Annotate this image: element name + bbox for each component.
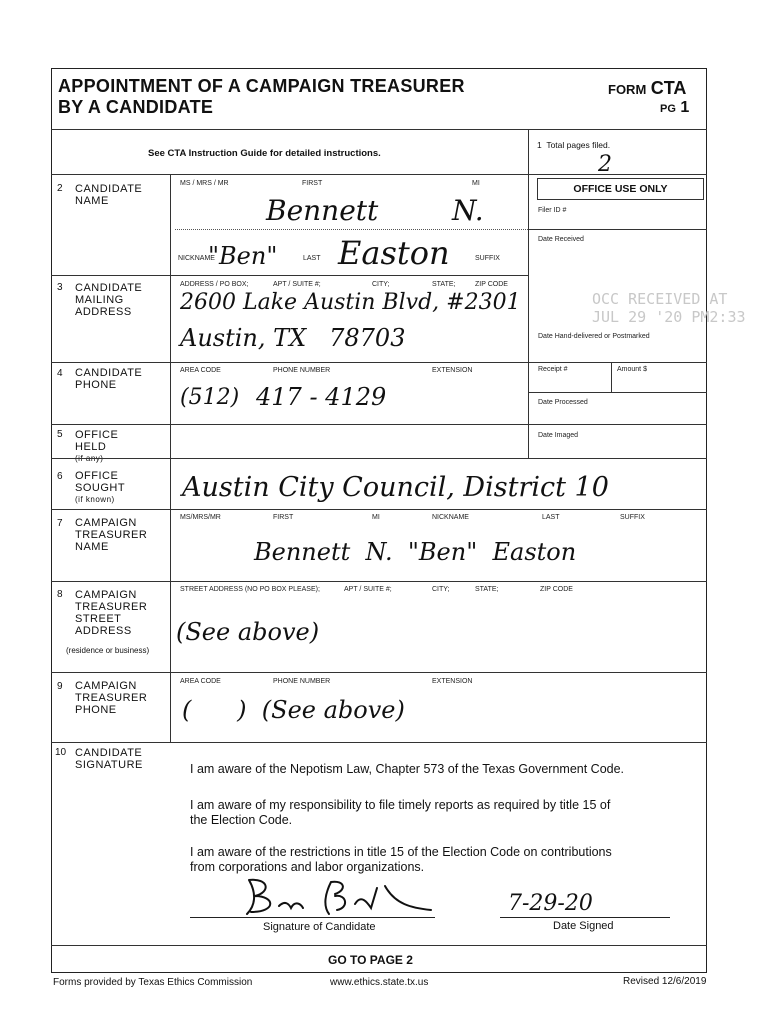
section-number: 4 bbox=[57, 368, 63, 379]
field-label: Date Received bbox=[538, 236, 584, 243]
field-label: MS / MRS / MR bbox=[180, 180, 229, 187]
divider bbox=[51, 742, 707, 743]
section-8-note: (residence or business) bbox=[66, 646, 150, 655]
section-number: 3 bbox=[57, 282, 63, 293]
received-stamp: OCC RECEIVED AT JUL 29 '20 PM2:33 bbox=[592, 290, 746, 326]
treasurer-name-value: Bennett N. "Ben" Easton bbox=[254, 538, 577, 566]
field-label: Amount $ bbox=[617, 366, 647, 373]
field-label: SUFFIX bbox=[620, 514, 645, 521]
divider bbox=[51, 424, 528, 425]
candidate-nickname: "Ben" bbox=[208, 242, 278, 270]
section-10-label: CANDIDATE SIGNATURE bbox=[75, 747, 143, 771]
divider bbox=[51, 509, 707, 510]
field-label: MI bbox=[372, 514, 380, 521]
footer-website: www.ethics.state.tx.us bbox=[330, 977, 429, 988]
field-label: STATE; bbox=[475, 586, 499, 593]
divider bbox=[51, 362, 528, 363]
field-label: APT / SUITE #; bbox=[273, 281, 321, 288]
section-number: 6 bbox=[57, 471, 63, 482]
nepotism-statement: I am aware of the Nepotism Law, Chapter 573 of the Texas Government Code. bbox=[190, 762, 625, 776]
divider bbox=[51, 129, 707, 130]
field-label: CITY; bbox=[372, 281, 390, 288]
section-2-label: CANDIDATE NAME bbox=[75, 183, 143, 207]
section-number: 10 bbox=[55, 747, 67, 758]
candidate-signature bbox=[235, 874, 435, 920]
total-pages-value: 2 bbox=[598, 152, 612, 177]
field-label: PHONE NUMBER bbox=[273, 678, 331, 685]
date-signed-label: Date Signed bbox=[553, 920, 614, 932]
total-pages-label: 1 Total pages filed. bbox=[537, 140, 611, 150]
candidate-address-line-2: Austin, TX 78703 bbox=[180, 324, 406, 352]
field-label: LAST bbox=[303, 255, 321, 262]
field-label: AREA CODE bbox=[180, 678, 221, 685]
section-number: 5 bbox=[57, 429, 63, 440]
office-sought-value: Austin City Council, District 10 bbox=[182, 472, 609, 503]
divider bbox=[528, 362, 707, 363]
candidate-middle-initial: N. bbox=[452, 194, 484, 227]
field-label: STREET ADDRESS (NO PO BOX PLEASE); bbox=[180, 586, 320, 593]
section-5-label: OFFICE HELD (if any) bbox=[75, 429, 119, 463]
field-label: APT / SUITE #; bbox=[344, 586, 392, 593]
candidate-phone-number: 417 - 4129 bbox=[256, 383, 387, 411]
divider bbox=[51, 275, 528, 276]
treasurer-address-value: (See above) bbox=[176, 618, 320, 646]
field-label: ZIP CODE bbox=[540, 586, 573, 593]
field-label: LAST bbox=[542, 514, 560, 521]
go-to-page-2: GO TO PAGE 2 bbox=[328, 953, 413, 967]
field-label: NICKNAME bbox=[178, 255, 215, 262]
divider bbox=[611, 362, 612, 392]
field-label: ADDRESS / PO BOX; bbox=[180, 281, 249, 288]
page-indicator: PG 1 bbox=[660, 99, 690, 116]
footer-revised: Revised 12/6/2019 bbox=[623, 976, 707, 987]
office-use-box: OFFICE USE ONLY bbox=[537, 178, 704, 200]
divider bbox=[528, 174, 529, 458]
signature-line bbox=[190, 917, 435, 918]
date-line bbox=[500, 917, 670, 918]
dotted-divider bbox=[175, 229, 528, 230]
field-label: MI bbox=[472, 180, 480, 187]
field-label: EXTENSION bbox=[432, 367, 473, 374]
field-label: ZIP CODE bbox=[475, 281, 508, 288]
field-label: Receipt # bbox=[538, 366, 568, 373]
instructions-text: See CTA Instruction Guide for detailed instructions. bbox=[148, 148, 381, 159]
field-label: Date Hand-delivered or Postmarked bbox=[538, 333, 650, 340]
field-label: SUFFIX bbox=[475, 255, 500, 262]
date-signed-value: 7-29-20 bbox=[508, 891, 593, 916]
divider bbox=[51, 581, 707, 582]
candidate-address-line-1: 2600 Lake Austin Blvd, #2301 bbox=[180, 290, 521, 315]
divider bbox=[51, 945, 707, 946]
candidate-first-name: Bennett bbox=[266, 194, 379, 227]
section-9-label: CAMPAIGN TREASURER PHONE bbox=[75, 680, 148, 716]
field-label: Date Processed bbox=[538, 399, 588, 406]
divider bbox=[528, 129, 529, 174]
section-4-label: CANDIDATE PHONE bbox=[75, 367, 143, 391]
divider bbox=[51, 672, 707, 673]
divider bbox=[528, 424, 707, 425]
divider bbox=[528, 229, 707, 230]
candidate-area-code: (512) bbox=[180, 385, 240, 410]
field-label: MS/MRS/MR bbox=[180, 514, 221, 521]
section-8-label: CAMPAIGN TREASURER STREET ADDRESS bbox=[75, 589, 148, 637]
field-label: FIRST bbox=[302, 180, 323, 187]
reports-statement: I am aware of my responsibility to file timely reports as required by title 15 of the Election Code. bbox=[190, 798, 611, 827]
section-7-label: CAMPAIGN TREASURER NAME bbox=[75, 517, 148, 553]
section-3-label: CANDIDATE MAILING ADDRESS bbox=[75, 282, 143, 318]
title-line-1: APPOINTMENT OF A CAMPAIGN TREASURER bbox=[58, 76, 465, 96]
treasurer-phone-value: ( ) (See above) bbox=[182, 696, 405, 724]
field-label: PHONE NUMBER bbox=[273, 367, 331, 374]
field-label: FIRST bbox=[273, 514, 294, 521]
field-label: CITY; bbox=[432, 586, 450, 593]
form-title bbox=[58, 76, 465, 118]
section-number: 9 bbox=[57, 681, 63, 692]
signature-label: Signature of Candidate bbox=[263, 921, 376, 933]
footer-provided: Forms provided by Texas Ethics Commission bbox=[53, 977, 253, 988]
section-6-label: OFFICE SOUGHT (if known) bbox=[75, 470, 126, 504]
field-label: AREA CODE bbox=[180, 367, 221, 374]
form-code: FORM CTA bbox=[608, 78, 687, 98]
field-label: STATE; bbox=[432, 281, 456, 288]
divider bbox=[528, 392, 707, 393]
field-label: NICKNAME bbox=[432, 514, 469, 521]
section-number: 7 bbox=[57, 518, 63, 529]
field-label: EXTENSION bbox=[432, 678, 473, 685]
field-label: Date Imaged bbox=[538, 432, 579, 439]
divider bbox=[51, 174, 707, 175]
section-number: 8 bbox=[57, 589, 63, 600]
divider bbox=[51, 458, 707, 459]
title-line-2: BY A CANDIDATE bbox=[58, 97, 214, 117]
field-label: Filer ID # bbox=[538, 207, 567, 214]
contributions-statement: I am aware of the restrictions in title 15 of the Election Code on contributions from corporations and labor organizations. bbox=[190, 845, 612, 874]
section-number: 2 bbox=[57, 183, 63, 194]
candidate-last-name: Easton bbox=[338, 234, 450, 272]
